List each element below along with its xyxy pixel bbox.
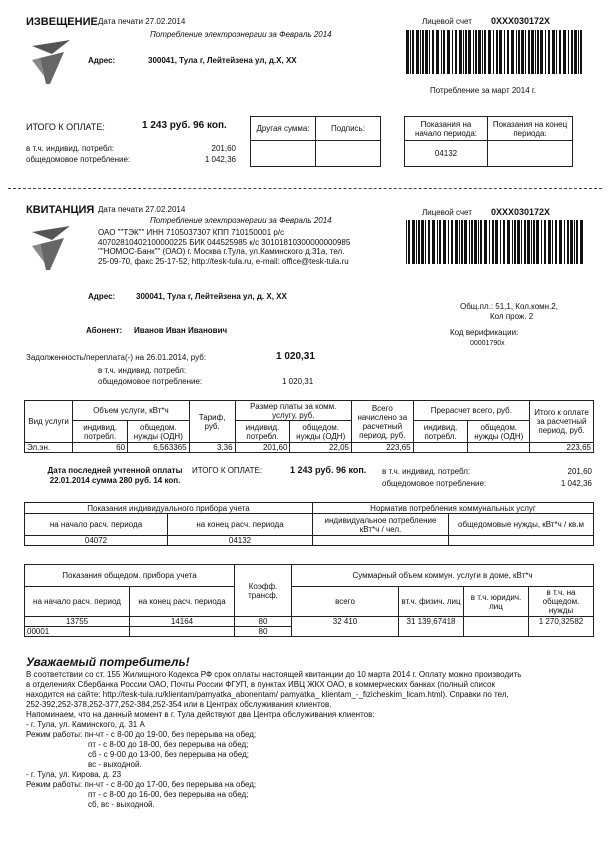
barcode-bar — [455, 220, 458, 264]
barcode-bar — [468, 30, 471, 74]
barcode-bar — [524, 220, 526, 264]
barcode-bar — [410, 30, 411, 74]
barcode-bar — [574, 220, 575, 264]
notice-print-date: Дата печати 27.02.2014 — [98, 17, 186, 26]
norm-common-value — [449, 536, 594, 546]
barcode-bar — [422, 30, 424, 74]
barcode-bar — [548, 30, 550, 74]
barcode-bar — [489, 220, 490, 264]
col-recalc: Прерасчет всего, руб. — [413, 401, 529, 421]
coef-value: 80 — [235, 627, 292, 637]
receipt-period: Потребление электроэнергии за Февраль 2014 — [150, 216, 332, 225]
notice-address-label: Адрес: — [88, 56, 116, 65]
subscriber-name: Иванов Иван Иванович — [134, 326, 228, 335]
common-end-value — [130, 627, 235, 637]
notice-total-value: 1 243 руб. 96 коп. — [142, 120, 227, 131]
meter-start-header: на начало расч. периода — [25, 514, 168, 536]
notice-total-label: ИТОГО К ОПЛАТЕ: — [26, 122, 105, 132]
barcode-bar — [478, 220, 479, 264]
notice-line: пт - с 8-00 до 16-00, без перерыва на обед; — [88, 790, 249, 799]
barcode-bar — [421, 220, 424, 264]
col-accrued: Всего начислено за расчетный период, руб. — [352, 401, 414, 443]
meter-start-value: 04072 — [25, 536, 168, 546]
payment-individual-value: 201,60 — [567, 467, 592, 476]
verification-code: 00001790х — [470, 340, 505, 347]
readings-end-header: Показания на конец периода: — [488, 117, 573, 141]
barcode-bar — [425, 30, 428, 74]
col-amount-common: общедом. нужды (ОДН) — [290, 421, 352, 443]
barcode-bar — [576, 220, 578, 264]
notice-line: В соответствии со ст. 155 Жилищного Кодекса РФ срок оплаты настоящей квитанции до 10 марта 2014 г. Оплату можно производить — [26, 670, 522, 679]
norm-common-header: общедомовые нужды, кВт*ч / кв.м — [449, 514, 594, 536]
barcode-bar — [521, 30, 524, 74]
barcode-bar — [511, 30, 514, 74]
barcode-bar — [548, 220, 551, 264]
total-volume-title: Суммарный объем коммун. услуги в доме, кВт*ч — [292, 565, 594, 587]
barcode-bar — [580, 30, 582, 74]
barcode-bar — [536, 220, 539, 264]
barcode-bar — [437, 220, 438, 264]
barcode-bar — [436, 30, 439, 74]
total-phys-header: вт.ч. физич. лиц — [399, 587, 464, 617]
common-end-value: 14164 — [130, 617, 235, 627]
total-common-value: 1 270,32582 — [529, 617, 594, 637]
notice-account-number: 0XXX030172X — [491, 16, 551, 26]
barcode-bar — [507, 30, 509, 74]
company-line: 25-09-70, факс 25-17-52, http://tesk-tula.ru, e-mail: office@tesk-tula.ru — [98, 256, 349, 266]
coef-header: Коэфф. трансф. — [235, 565, 292, 617]
barcode-bar — [527, 220, 530, 264]
barcode-bar — [406, 220, 407, 264]
receipt-residents: Кол прож. 2 — [490, 312, 534, 321]
barcode-bar — [516, 30, 517, 74]
barcode-bar — [473, 30, 474, 74]
barcode-bar — [463, 30, 464, 74]
col-amount: Размер платы за комм. услугу, руб. — [235, 401, 351, 421]
total-phys-value: 31 139,67418 — [399, 617, 464, 637]
barcode-bar — [495, 220, 498, 264]
meter-end-value: 04132 — [168, 536, 313, 546]
barcode-bar — [416, 30, 419, 74]
cut-line — [8, 188, 602, 189]
barcode-bar — [488, 30, 491, 74]
cell-recalc-ind — [413, 443, 468, 453]
debt-label: Задолженность/переплата(-) на 26.01.2014, руб: — [26, 353, 207, 362]
common-start-value: 13755 — [25, 617, 130, 627]
table-row — [25, 617, 594, 627]
barcode-bar — [504, 30, 505, 74]
total-legal-value — [464, 617, 529, 637]
barcode-bar — [428, 220, 430, 264]
barcode-bar — [475, 30, 477, 74]
notice-line: Режим работы: пн-чт - с 8-00 до 17-00, без перерыва на обед; — [26, 780, 257, 789]
charges-table — [24, 400, 594, 453]
table-row — [25, 443, 594, 453]
notice-common-value: 1 042,36 — [204, 155, 236, 164]
barcode-bar — [452, 30, 453, 74]
barcode-bar — [507, 220, 510, 264]
barcode-bar — [443, 30, 445, 74]
cell-amount-common: 22,05 — [290, 443, 352, 453]
barcode-bar — [531, 220, 532, 264]
company-line: 40702810402100000225 БИК 044525985 к/с 30101810300000000985 — [98, 237, 351, 247]
readings-end-field[interactable] — [488, 141, 573, 167]
notice-other-sum-table — [250, 116, 381, 167]
company-line: ОАО ""ТЭК"" ИНН 7105037307 КПП 710150001 р/с — [98, 228, 285, 237]
notice-line: сб, вс - выходной. — [88, 800, 155, 809]
notice-account-label: Лицевой счет — [422, 17, 472, 26]
barcode-bar — [578, 30, 579, 74]
payment-total-value: 1 243 руб. 96 коп. — [290, 465, 367, 475]
barcode-bar — [580, 220, 583, 264]
barcode-bar — [443, 220, 446, 264]
cell-amount-ind: 201,60 — [235, 443, 290, 453]
barcode-bar — [484, 30, 486, 74]
payment-common-value: 1 042,36 — [560, 479, 592, 488]
company-logo-icon — [30, 224, 78, 272]
barcode-bar — [480, 220, 482, 264]
cell-accrued: 223,65 — [352, 443, 414, 453]
barcode-bar — [432, 30, 434, 74]
barcode-bar — [559, 220, 562, 264]
notice-line: Режим работы: пн-чт - с 8-00 до 19-00, без перерыва на обед; — [26, 730, 257, 739]
notice-readings-table — [404, 116, 573, 167]
receipt-title: КВИТАНЦИЯ — [26, 204, 95, 216]
notice-line: - г. Тула, ул. Кирова, д. 23 — [26, 770, 122, 779]
receipt-print-date: Дата печати 27.02.2014 — [98, 205, 186, 214]
common-meter-title: Показания общедом. прибора учета — [25, 565, 235, 587]
barcode-bar — [459, 30, 462, 74]
signature-field[interactable] — [316, 141, 381, 167]
barcode-bar — [564, 220, 565, 264]
norm-individual-header: индивидуальное потребление кВт*ч / чел. — [313, 514, 449, 536]
barcode-bar — [503, 220, 505, 264]
barcode-bar — [425, 220, 426, 264]
barcode-bar — [448, 220, 449, 264]
notice-line: находится на сайте: http://tesk-tula.ru/klientam/pamyatka_abonentam/ pamyatka_ klientam_-_fizicheskim_licam.html). Справки по тел, — [26, 690, 509, 699]
barcode-bar — [517, 220, 520, 264]
subscriber-label: Абонент: — [86, 326, 123, 335]
barcode-bar — [469, 220, 470, 264]
notice-march-consumption: Потребление за март 2014 г. — [430, 86, 537, 95]
notice-individual-label: в т.ч. индивид. потребл: — [26, 144, 115, 153]
notice-period: Потребление электроэнергии за Февраль 2014 — [150, 30, 332, 39]
barcode-bar — [465, 30, 467, 74]
col-to-pay: Итого к оплате за расчетный период, руб. — [530, 401, 594, 443]
col-amount-ind: индивид. потребл. — [235, 421, 290, 443]
barcode-bar — [464, 220, 467, 264]
barcode-bar — [474, 220, 477, 264]
barcode-bar — [447, 30, 450, 74]
barcode-bar — [420, 30, 421, 74]
total-legal-header: в т.ч. юридич. лиц — [464, 587, 529, 617]
barcode-bar — [512, 220, 513, 264]
barcode-bar — [496, 30, 498, 74]
receipt-account-number: 0XXX030172X — [491, 207, 551, 217]
barcode-bar — [571, 30, 573, 74]
notice-line: в отделениях Сбербанка России ОАО, Почты России ФГУП, в пунктах ИВЦ ЖКХ ОАО, в коммерческих банках (полный список — [26, 680, 495, 689]
barcode-bar — [556, 30, 557, 74]
barcode-bar — [429, 30, 430, 74]
cell-recalc-common — [468, 443, 530, 453]
common-end-header: на конец расч. периода — [130, 587, 235, 617]
notice-line: вс - выходной. — [88, 760, 142, 769]
payment-individual-label: в т.ч. индивид. потребл: — [382, 467, 471, 476]
barcode-bar — [514, 220, 516, 264]
total-header: всего — [292, 587, 399, 617]
barcode-bar — [412, 30, 414, 74]
barcode-bar — [493, 30, 494, 74]
col-volume-common: общедом. нужды (ОДН) — [128, 421, 190, 443]
other-sum-label: Другая сумма: — [251, 117, 316, 141]
consumer-notice — [26, 670, 521, 810]
barcode-bar — [574, 30, 577, 74]
notice-line: сб - с 9-00 до 13-00, без перерыва на обед; — [88, 750, 249, 759]
barcode-bar — [541, 220, 542, 264]
receipt-account-label: Лицевой счет — [422, 208, 472, 217]
barcode-bar — [559, 30, 561, 74]
coef-value: 80 — [235, 617, 292, 627]
company-details — [98, 228, 350, 266]
receipt-barcode — [406, 220, 584, 264]
notice-common-label: общедомовое потребление: — [26, 155, 131, 164]
individual-meter-table — [24, 502, 594, 546]
notice-line: пт - с 8-00 до 18-00, без перерыва на обед; — [88, 740, 249, 749]
col-volume-ind: индивид. потребл. — [73, 421, 128, 443]
barcode-bar — [500, 220, 501, 264]
barcode-bar — [412, 220, 415, 264]
barcode-bar — [518, 30, 520, 74]
barcode-bar — [544, 220, 546, 264]
barcode-bar — [567, 220, 569, 264]
norm-title: Норматив потребления коммунальных услуг — [313, 503, 594, 514]
cell-volume-common: 6,563365 — [128, 443, 190, 453]
cell-service: Эл.эн. — [25, 443, 73, 453]
total-value: 32 410 — [292, 617, 399, 637]
barcode-bar — [406, 30, 409, 74]
signature-label: Подпись: — [316, 117, 381, 141]
barcode-bar — [482, 30, 483, 74]
verification-label: Код верификации: — [450, 328, 519, 337]
company-logo-icon — [30, 38, 78, 86]
norm-individual-value — [313, 536, 449, 546]
notice-address: 300041, Тула г, Лейтейзена ул, д.Х, ХХ — [148, 56, 297, 65]
debt-individual-label: в т.ч. индивид. потребл: — [98, 366, 187, 375]
col-volume: Объем услуги, кВт*ч — [73, 401, 189, 421]
payment-common-label: общедомовое потребление: — [382, 479, 487, 488]
barcode-bar — [552, 220, 553, 264]
col-service: Вид услуги — [25, 401, 73, 443]
barcode-bar — [533, 220, 535, 264]
barcode-bar — [492, 220, 494, 264]
barcode-bar — [408, 220, 410, 264]
barcode-bar — [432, 220, 435, 264]
notice-line: 252-392,252-378,252-377,252-384,252-354 или в Центрах обслуживания клиентов. — [26, 700, 332, 709]
notice-line: - г. Тула, ул. Каминского, д. 31 А — [26, 720, 145, 729]
debt-value: 1 020,31 — [276, 351, 315, 362]
barcode-bar — [441, 30, 442, 74]
barcode-bar — [418, 220, 420, 264]
common-start-value: 00001 — [25, 627, 130, 637]
barcode-bar — [499, 30, 502, 74]
notice-title: ИЗВЕЩЕНИЕ — [26, 16, 98, 28]
barcode-bar — [552, 30, 555, 74]
receipt-address-label: Адрес: — [88, 292, 116, 301]
barcode-bar — [478, 30, 481, 74]
barcode-bar — [525, 30, 526, 74]
payment-total-label: ИТОГО К ОПЛАТЕ: — [192, 466, 263, 475]
cell-to-pay: 223,65 — [530, 443, 594, 453]
notice-barcode — [406, 30, 584, 74]
company-line: ""НОМОС-Банк"" (ОАО) г. Москва г.Тула, ул.Каминского д.31а, тел. — [98, 247, 345, 256]
barcode-bar — [563, 30, 566, 74]
receipt-address: 300041, Тула г, Лейтейзена ул, д. Х, ХХ — [136, 292, 287, 301]
barcode-bar — [439, 220, 441, 264]
meter-end-header: на конец расч. периода — [168, 514, 313, 536]
barcode-bar — [416, 220, 417, 264]
barcode-bar — [537, 30, 539, 74]
cell-tariff: 3,36 — [189, 443, 235, 453]
readings-start-value: 04132 — [405, 141, 488, 167]
col-recalc-ind: индивид. потребл. — [413, 421, 468, 443]
barcode-bar — [535, 30, 536, 74]
total-common-header: в т.ч. на общедом. нужды — [529, 587, 594, 617]
last-payment: Дата последней учтенной оплаты 22.01.2014 сумма 280 руб. 14 коп. — [47, 466, 183, 485]
barcode-bar — [461, 220, 463, 264]
col-tariff: Тариф, руб. — [189, 401, 235, 443]
debt-common-label: общедомовое потребление: — [98, 377, 203, 386]
barcode-bar — [455, 30, 457, 74]
barcode-bar — [528, 30, 530, 74]
notice-line: Напоминаем, что на данный момент в г. Тула действуют два Центра обслуживания клиентов: — [26, 710, 375, 719]
barcode-bar — [570, 220, 573, 264]
common-start-header: на начало расч. период — [25, 587, 130, 617]
barcode-bar — [451, 220, 453, 264]
readings-start-header: Показания на начало периода: — [405, 117, 488, 141]
barcode-bar — [540, 30, 543, 74]
cell-volume-ind: 60 — [73, 443, 128, 453]
individual-meter-title: Показания индивидуального прибора учета — [25, 503, 313, 514]
barcode-bar — [531, 30, 534, 74]
barcode-bar — [545, 30, 546, 74]
debt-common-value: 1 020,31 — [282, 377, 314, 386]
col-recalc-common: общедом. нужды (ОДН) — [468, 421, 530, 443]
common-meter-table — [24, 564, 594, 637]
barcode-bar — [471, 220, 473, 264]
barcode-bar — [521, 220, 522, 264]
barcode-bar — [555, 220, 557, 264]
barcode-bar — [484, 220, 487, 264]
receipt-area: Общ.пл.: 51,1, Кол.комн.2, — [460, 302, 558, 311]
consumer-heading: Уважаемый потребитель! — [26, 655, 190, 669]
barcode-bar — [568, 30, 569, 74]
barcode-bar — [459, 220, 460, 264]
other-sum-field[interactable] — [251, 141, 316, 167]
notice-individual-value: 201,60 — [211, 144, 236, 153]
